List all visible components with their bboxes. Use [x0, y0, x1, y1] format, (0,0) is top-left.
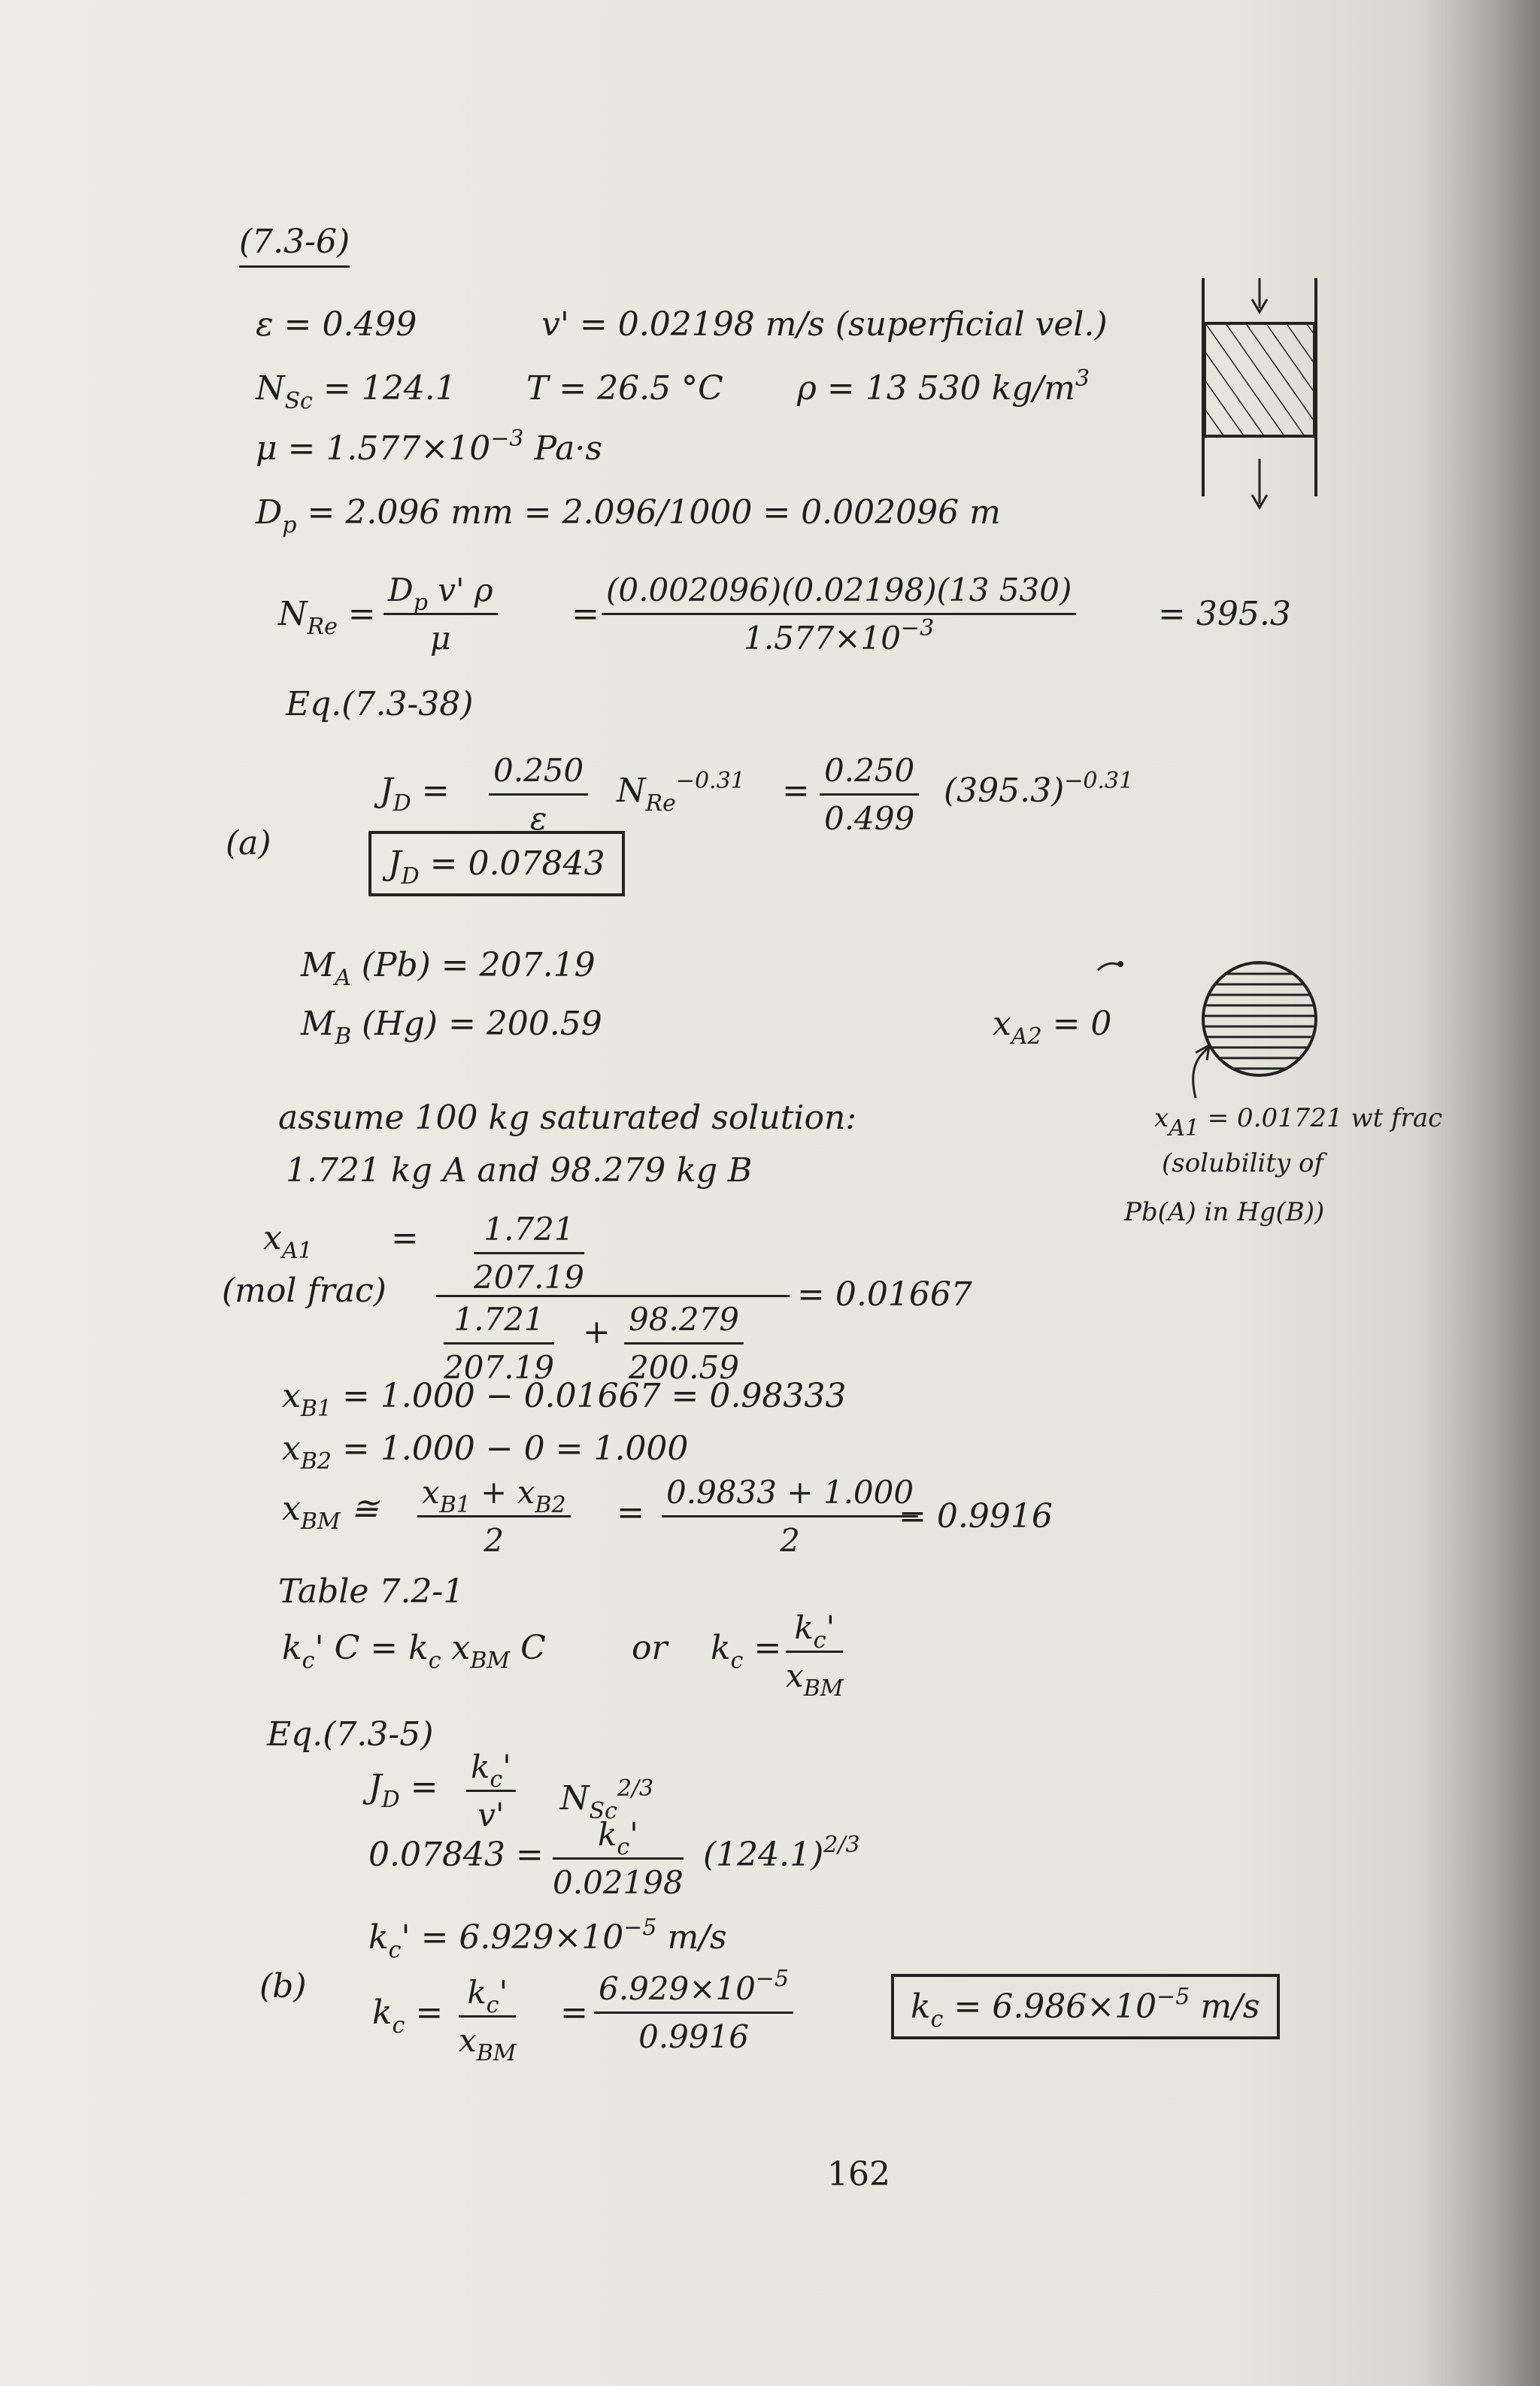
part-b-fraction-numeric: $\frac{6.929\times 10^{-5}}{0.9916}$ — [594, 1970, 793, 2055]
reynolds-fraction-numeric: $\frac{(0.002096)(0.02198)(13 530)}{1.577\times 10^{-3}}$ — [602, 571, 1076, 656]
eq-38-tail: $(395.3)^{-0.31}$ — [944, 768, 1134, 810]
given-viscosity: $\mu = 1.577\times 10^{-3}$ Pa·s — [256, 426, 602, 468]
xa2-label: $x_{A2} = 0$ — [993, 1005, 1112, 1050]
solubility-note-line1: (solubility of — [1162, 1148, 1324, 1178]
eq-38-reference: Eq.(7.3-38) — [286, 685, 474, 723]
mole-frac-bottom-fraction-b: $\frac{98.279}{200.59}$ — [624, 1301, 744, 1386]
jd-lhs: $J_D$ = — [380, 772, 450, 817]
table-relation-1: $k_c'$ $C = k_c$ $x_{BM}$ C — [282, 1629, 546, 1674]
part-b-label: (b) — [259, 1967, 307, 2006]
part-b-fraction-symbolic: $k_c'$ $x_{BM}$ — [459, 1974, 517, 2066]
xb2-line: $x_{B2} = 1.000 - 0 = 1.000$ — [282, 1429, 689, 1475]
eq-5-reference: Eq.(7.3-5) — [267, 1715, 434, 1754]
eq-5-substituted-fraction: $\frac{k_c'}{0.02198}$ — [553, 1816, 684, 1901]
table-reference: Table 7.2-1 — [278, 1572, 465, 1611]
given-density: ρ = 13 530 $kg/m^3$ — [797, 365, 1090, 408]
given-particle-diameter: $D_p = 2.096$ mm = 2.096/1000 = 0.002096 m — [256, 493, 1001, 538]
xbm-fraction-numeric: $\frac{0.9833 + 1.000}{2}$ — [662, 1474, 918, 1559]
kc-prime-result: $k_c' = 6.929\times 10^{-5}$ m/s — [368, 1915, 727, 1963]
mole-frac-equals: = — [391, 1219, 419, 1257]
sphere-diagram — [1068, 947, 1346, 1113]
eq-5-schmidt-term: $N_{Sc}^{2/3}$ — [560, 1775, 654, 1824]
assumption-line1: assume 100 kg saturated solution: — [278, 1099, 857, 1137]
part-b-answer-box: $k_c = 6.986\times 10^{-5}$ m/s — [891, 1974, 1280, 2039]
reynolds-result: = 395.3 — [1158, 595, 1291, 633]
mole-frac-bottom-fraction-a: $\frac{1.721}{207.19}$ — [444, 1301, 554, 1386]
xb1-line: $x_{B1} = 1.000 - 0.01667 = 0.98333$ — [282, 1377, 847, 1422]
table-relation-2-lhs: $k_c$ = — [711, 1629, 782, 1674]
eq-5-fraction: $\frac{k_c'}{v'}$ — [466, 1748, 516, 1833]
given-schmidt: $N_{Sc} = 124.1$ — [256, 369, 456, 414]
mole-frac-lhs: $x_{A1}$ — [263, 1219, 313, 1264]
reynolds-equals: = — [571, 595, 599, 633]
assumption-line2: 1.721 kg A and 98.279 kg B — [286, 1151, 753, 1190]
part-a-answer-box: $J_D = 0.07843$ — [368, 831, 625, 896]
xbm-equals: = — [617, 1493, 644, 1532]
xbm-lhs: $x_{BM}$ ≅ — [282, 1490, 379, 1535]
eq-38-fraction-symbolic: $\frac{0.250}{\varepsilon}$ — [489, 752, 588, 837]
eq-38-fraction-numeric: $\frac{0.250}{0.499}$ — [820, 752, 919, 837]
mole-frac-label: (mol frac) — [222, 1272, 387, 1310]
xbm-result: = 0.9916 — [899, 1497, 1053, 1536]
table-relation-2-fraction: $k_c'$ $x_{BM}$ — [786, 1609, 844, 1702]
part-b-equals: = — [560, 1993, 588, 2032]
given-temperature: T = 26.5 °C — [526, 369, 723, 408]
solubility-note-line2: Pb(A) in Hg(B)) — [1124, 1197, 1325, 1227]
eq-5-substituted-lhs: 0.07843 = — [368, 1836, 544, 1874]
mole-frac-top-fraction: $\frac{1.721}{207.19}$ — [474, 1211, 584, 1296]
given-epsilon: ε = 0.499 — [256, 305, 417, 344]
reynolds-lhs: $N_{Re}$ = — [278, 595, 376, 640]
part-a-label: (a) — [226, 824, 271, 863]
packed-column-diagram — [1188, 271, 1338, 519]
part-b-lhs: $k_c$ = — [372, 1993, 444, 2039]
molar-mass-b: $M_B$ (Hg) = 200.59 — [301, 1005, 602, 1050]
page-number: 162 — [827, 2155, 890, 2193]
mole-frac-result: = 0.01667 — [797, 1275, 972, 1314]
xa1-label: xA1 = 0.01721 wt frac — [1154, 1103, 1443, 1141]
mole-frac-plus: + — [583, 1313, 611, 1351]
table-or: or — [632, 1629, 668, 1667]
molar-mass-a: $M_A$ (Pb) = 207.19 — [301, 946, 596, 991]
problem-number: (7.3-6) — [239, 226, 350, 259]
eq-5-lhs: $J_D$ = — [368, 1768, 438, 1813]
eq-5-substituted-tail: $(124.1)^{2/3}$ — [703, 1832, 860, 1874]
eq-38-reynolds-term: $N_{Re}^{-0.31}$ — [617, 768, 745, 817]
xbm-fraction-symbolic: $\frac{x_{B1} + x_{B2}}{2}$ — [417, 1474, 571, 1559]
given-velocity: v' = 0.02198 m/s (superficial vel.) — [541, 305, 1108, 344]
reynolds-fraction-symbolic: $\frac{D_p v' \rho}{\mu}$ — [383, 571, 498, 656]
mole-frac-main-bar — [436, 1295, 790, 1297]
eq-38-equals: = — [782, 772, 810, 810]
